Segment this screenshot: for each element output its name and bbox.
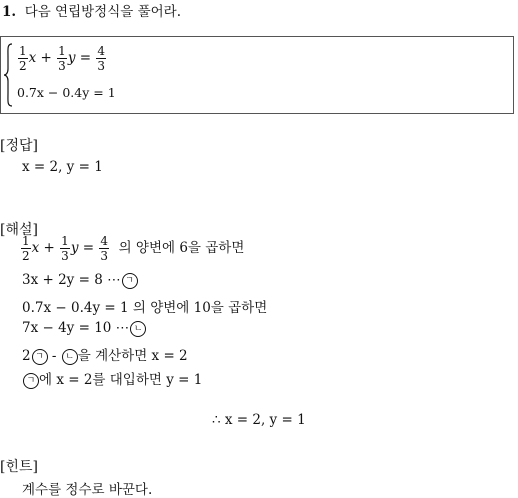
question-number: 1. (2, 4, 17, 20)
fraction-third: $\frac{1}{3}$ (58, 44, 66, 73)
question-line (2, 0, 181, 20)
marker-nieun-icon: ㄴ (130, 321, 146, 337)
explanation-label: [해설] (0, 222, 38, 238)
marker-giyeok-icon: ㄱ (32, 349, 48, 365)
marker-giyeok-icon: ㄱ (122, 273, 138, 289)
conclusion: ∴ x = 2, y = 1 (212, 412, 306, 428)
question-text: 다음 연립방정식을 풀어라. (24, 4, 182, 20)
marker-nieun-icon: ㄴ (62, 349, 78, 365)
fraction-half: $\frac{1}{2}$ (19, 44, 27, 73)
equation-system-box (0, 36, 514, 114)
explanation-line-5: 2 ㄱ - ㄴ 을 계산하면 x = 2 (22, 348, 188, 364)
equation-2: 0.7x − 0.4y = 1 (17, 85, 116, 100)
left-brace-icon (3, 43, 13, 107)
fraction-four-thirds: $\frac{4}{3}$ (97, 44, 105, 73)
explanation-line-6: ㄱ 에 x = 2를 대입하면 y = 1 (22, 368, 202, 389)
marker-giyeok-icon: ㄱ (23, 373, 39, 389)
answer-label: [정답] (0, 138, 38, 154)
explanation-line-2: 3x + 2y = 8 ⋯ ㄱ (22, 272, 138, 289)
explanation-line-3: 0.7x − 0.4y = 1 의 양변에 10을 곱하면 (22, 300, 268, 316)
explanation-line-1: $\frac{1}{2}$ x + $\frac{1}{3}$ y = $\frac{4}{3}$ 의 양변에 6을 곱하면 (22, 234, 245, 263)
explanation-line-1-suffix: 의 양변에 6을 곱하면 (118, 240, 245, 256)
equation-1: $\frac{1}{2}$ x + $\frac{1}{3}$ y = $\frac{4}{3}$ (19, 44, 105, 73)
answer-text: x = 2, y = 1 (22, 159, 103, 175)
hint-text: 계수를 정수로 바꾼다. (22, 482, 153, 498)
hint-label: [힌트] (0, 459, 38, 475)
explanation-line-4: 7x − 4y = 10 ⋯ ㄴ (22, 320, 146, 337)
